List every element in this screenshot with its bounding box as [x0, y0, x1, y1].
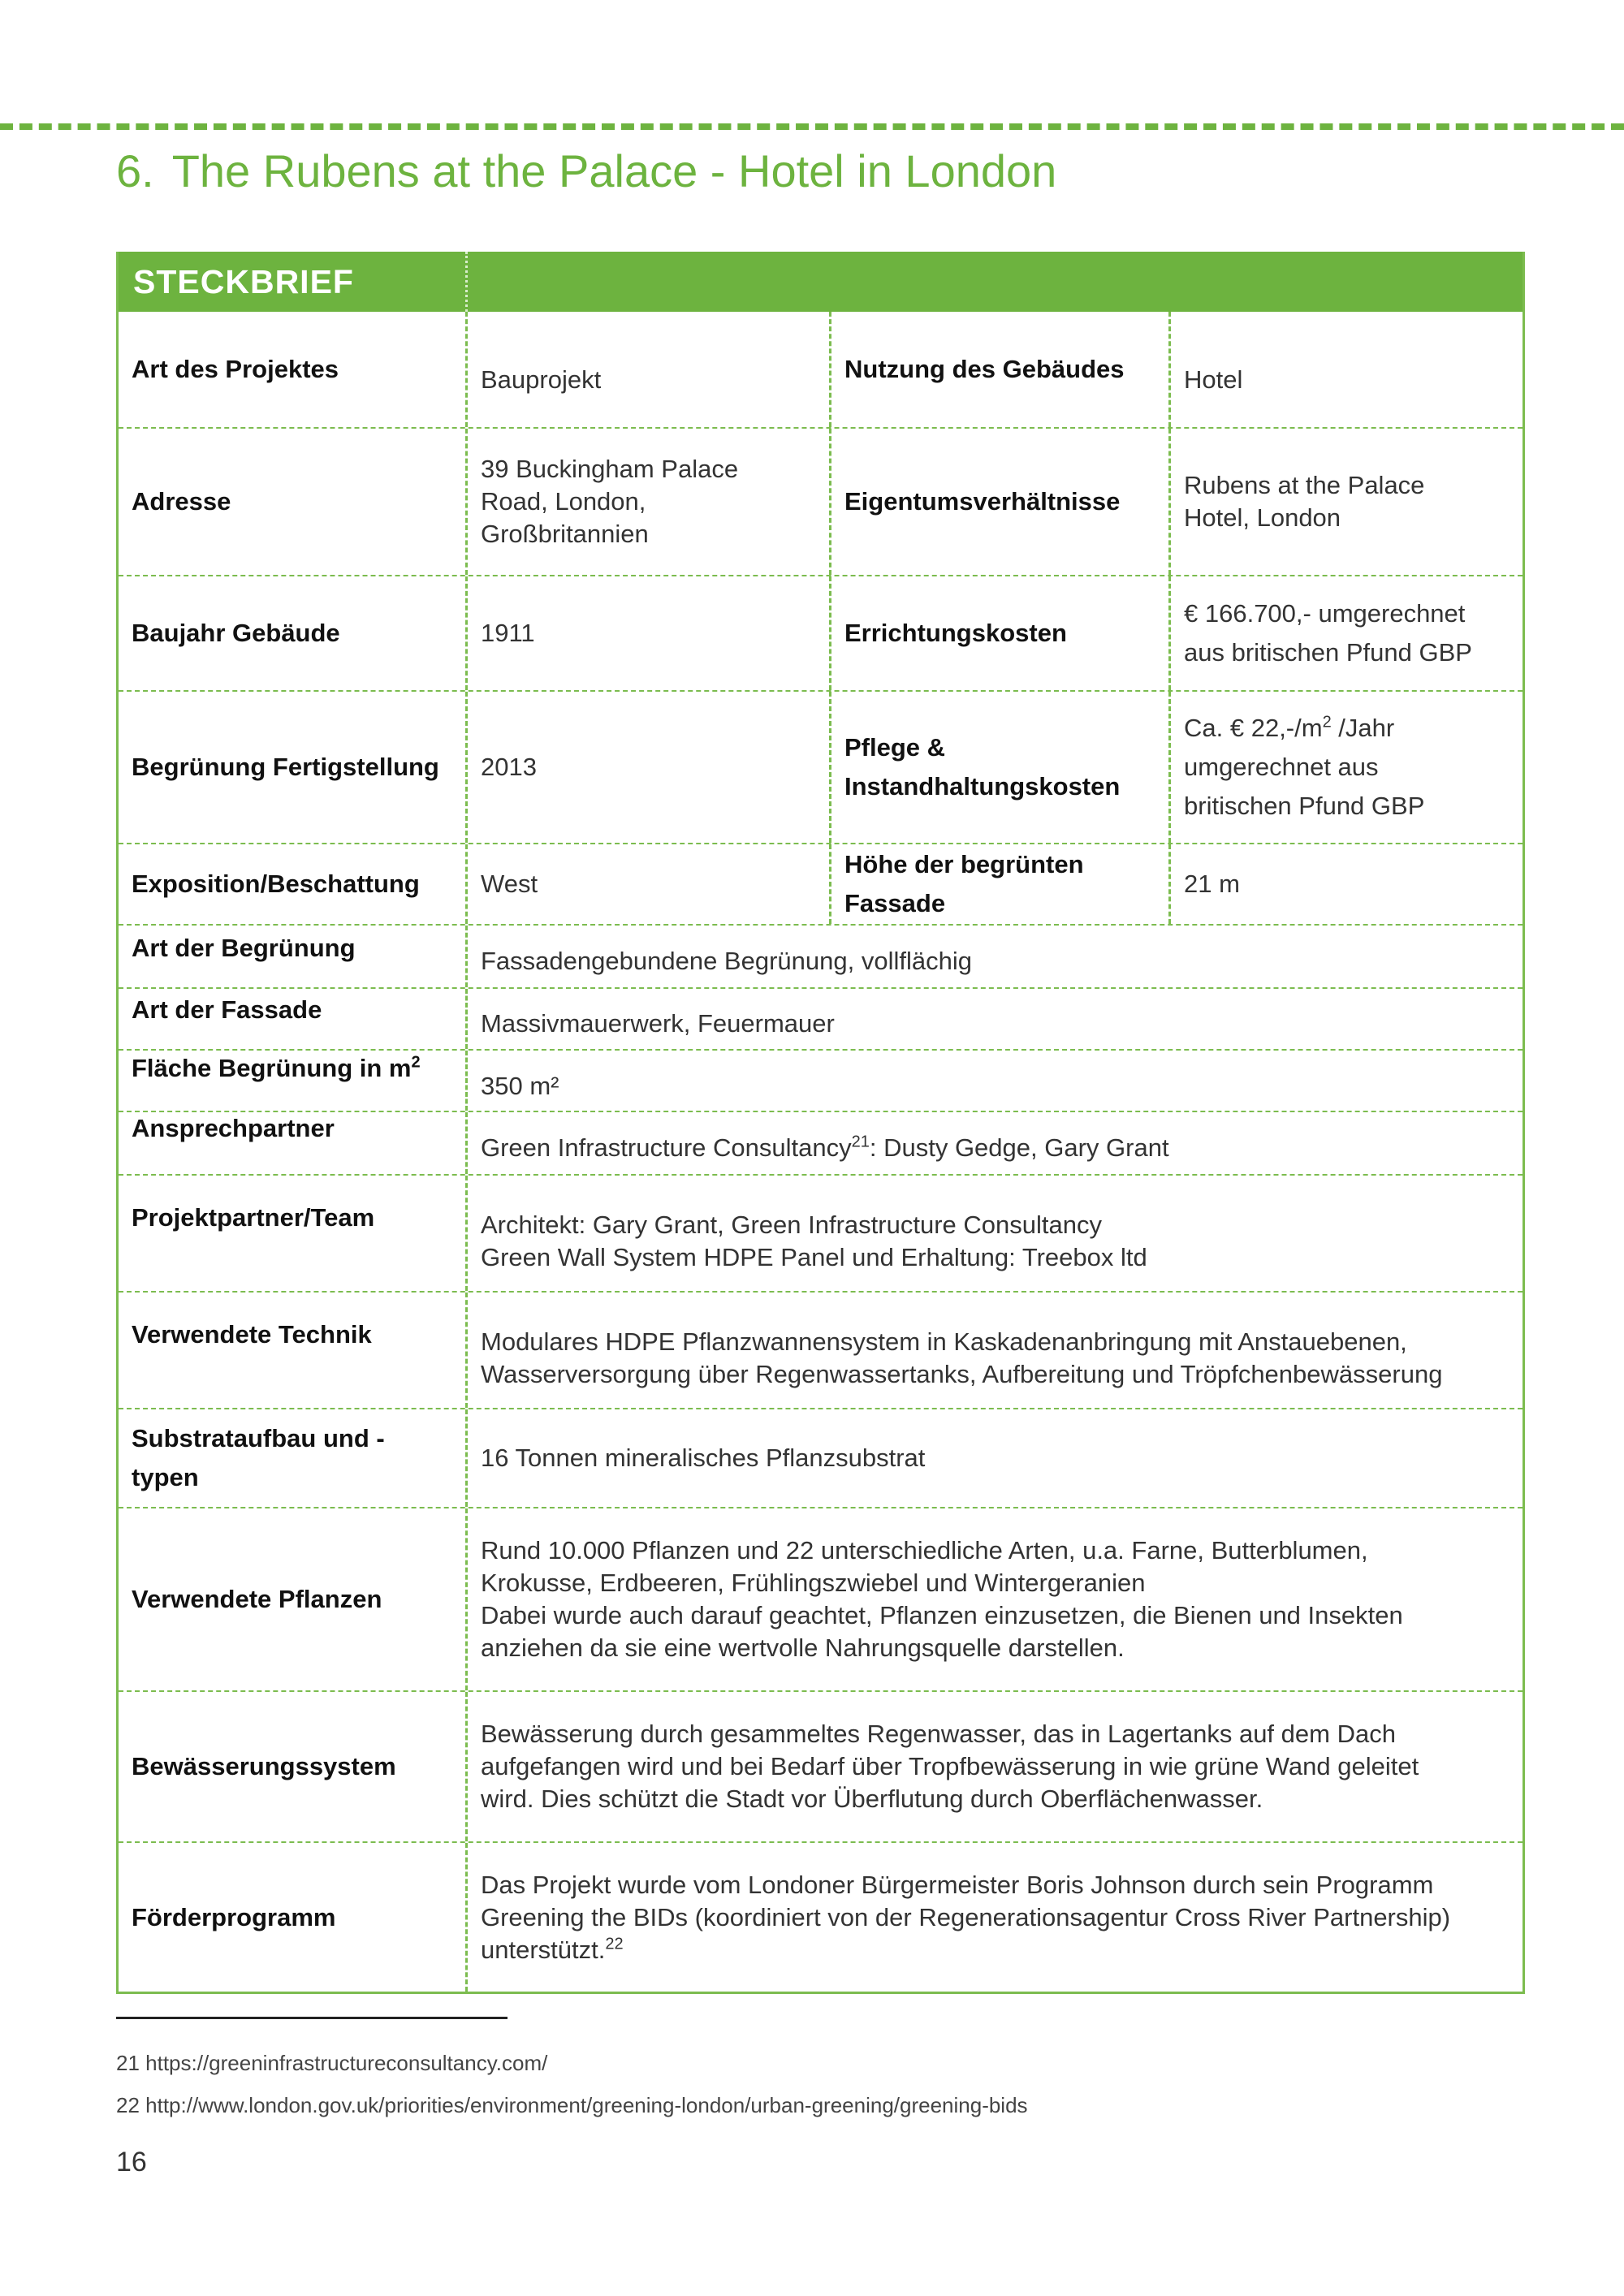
value-line: Architekt: Gary Grant, Green Infrastructure Consultancy: [481, 1211, 1102, 1239]
label-begruenung-fertigstellung: [119, 692, 468, 843]
footnote-ref: 21: [851, 1133, 870, 1151]
value-verwendete-pflanzen: [468, 1508, 1522, 1690]
label-errichtungskosten: [831, 576, 1171, 690]
value-part: unterstützt.: [481, 1935, 606, 1964]
label-verwendete-technik: [119, 1293, 468, 1408]
value-art-der-fassade: [468, 989, 1522, 1049]
footnote-22: 22 http://www.london.gov.uk/priorities/environment/greening-london/urban-greening/greening-bids: [116, 2093, 1028, 2117]
label-text: Errichtungskosten: [844, 619, 1067, 647]
value-nutzung: [1171, 312, 1522, 427]
value-art-der-begruenung: [468, 926, 1522, 987]
page-number: 16: [116, 2147, 147, 2177]
value-text: Hotel: [1184, 365, 1243, 394]
label-bewaesserungssystem: [119, 1692, 468, 1841]
value-line: [481, 1934, 1510, 1966]
value-line: Rund 10.000 Pflanzen und 22 unterschiedliche Arten, u.a. Farne, Butterblumen,: [481, 1536, 1368, 1564]
label-pflege-instandhaltung: [831, 692, 1171, 843]
superscript: 2: [1322, 713, 1332, 732]
value-text: 350 m²: [481, 1072, 559, 1100]
table-row-projektpartner: [119, 1176, 1522, 1293]
value-errichtungskosten: [1171, 576, 1522, 690]
label-ansprechpartner: [119, 1112, 468, 1174]
label-baujahr: [119, 576, 468, 690]
label-art-der-fassade: [119, 989, 468, 1049]
page-title: [116, 145, 1056, 197]
value-line: Greening the BIDs (koordiniert von der Regenerationsagentur Cross River Partnership): [481, 1902, 1451, 1931]
value-text: 1911: [481, 619, 535, 647]
section-number: 6.: [116, 145, 154, 196]
table-row-exposition: [119, 844, 1522, 926]
table-row-ansprechpartner: [119, 1112, 1522, 1176]
label-hoehe-fassade: [831, 844, 1171, 924]
value-text: Bauprojekt: [481, 365, 602, 394]
value-line: Road, London,: [481, 487, 646, 516]
value-part: : Dusty Gedge, Gary Grant: [869, 1133, 1169, 1162]
table-row-art-der-fassade: [119, 989, 1522, 1051]
table-row-art-des-projektes: [119, 312, 1522, 429]
table-row-art-der-begruenung: [119, 926, 1522, 989]
table-row-foerderprogramm: [119, 1843, 1522, 1992]
label-foerderprogramm: [119, 1843, 468, 1992]
value-line: aus britischen Pfund GBP: [1184, 638, 1472, 667]
value-adresse: [468, 429, 831, 575]
steckbrief-table: [116, 252, 1525, 1994]
label-text: Nutzung des Gebäudes: [844, 355, 1125, 383]
value-line: Bewässerung durch gesammeltes Regenwasser, das in Lagertanks auf dem Dach: [481, 1720, 1396, 1748]
value-art-des-projektes: [468, 312, 831, 427]
footnote-21: 21 https://greeninfrastructureconsultancy.com/: [116, 2051, 548, 2075]
value-line: wird. Dies schützt die Stadt vor Überflutung durch Oberflächenwasser.: [481, 1785, 1263, 1813]
label-line: Substrataufbau und -: [132, 1424, 385, 1452]
value-begruenung-fertigstellung: [468, 692, 831, 843]
value-verwendete-technik: [468, 1293, 1522, 1408]
footnote-ref: 22: [605, 1935, 624, 1953]
table-row-baujahr: [119, 576, 1522, 692]
label-text: Bewässerungssystem: [132, 1752, 396, 1780]
label-nutzung: [831, 312, 1171, 427]
value-text: Massivmauerwerk, Feuermauer: [481, 1009, 835, 1038]
label-text: Förderprogramm: [132, 1902, 336, 1931]
value-line: Großbritannien: [481, 520, 649, 548]
table-row-adresse: [119, 429, 1522, 576]
value-text: /Jahr: [1331, 714, 1395, 742]
top-dashed-rule: [0, 123, 1624, 130]
label-text: Art des Projektes: [132, 355, 339, 383]
value-line: € 166.700,- umgerechnet: [1184, 599, 1466, 628]
value-substrataufbau: [468, 1409, 1522, 1507]
value-line: Green Wall System HDPE Panel und Erhaltung: Treebox ltd: [481, 1243, 1147, 1271]
table-row-substrataufbau: [119, 1409, 1522, 1508]
label-text: Art der Fassade: [132, 995, 322, 1024]
superscript: 2: [411, 1053, 421, 1072]
label-adresse: [119, 429, 468, 575]
footnote-divider: [116, 2017, 508, 2019]
value-line: anziehen da sie eine wertvolle Nahrungsquelle darstellen.: [481, 1634, 1125, 1662]
value-flaeche: [468, 1051, 1522, 1111]
value-hoehe-fassade: [1171, 844, 1522, 924]
value-ansprechpartner: [468, 1112, 1522, 1174]
label-line: typen: [132, 1463, 199, 1491]
value-line: Hotel, London: [1184, 503, 1341, 532]
table-row-flaeche: [119, 1051, 1522, 1112]
label-text: Adresse: [132, 487, 231, 516]
value-bewaesserungssystem: [468, 1692, 1522, 1841]
label-eigentumsverhaeltnisse: [831, 429, 1171, 575]
value-line: Wasserversorgung über Regenwassertanks, Aufbereitung und Tröpfchenbewässerung: [481, 1360, 1443, 1388]
value-text: Fassadengebundene Begrünung, vollflächig: [481, 947, 972, 975]
value-line: Rubens at the Palace: [1184, 471, 1425, 499]
value-line: Modulares HDPE Pflanzwannensystem in Kaskadenanbringung mit Anstauebenen,: [481, 1327, 1407, 1356]
steckbrief-header-label: STECKBRIEF: [119, 252, 468, 312]
label-line: Fassade: [844, 889, 946, 917]
label-exposition: [119, 844, 468, 924]
value-line: Dabei wurde auch darauf geachtet, Pflanzen einzusetzen, die Bienen und Insekten: [481, 1601, 1403, 1629]
value-text: 2013: [481, 753, 537, 781]
label-projektpartner: [119, 1176, 468, 1291]
label-text: Baujahr Gebäude: [132, 619, 340, 647]
value-text: [481, 1132, 1510, 1164]
label-text: Ansprechpartner: [132, 1114, 335, 1142]
section-title: The Rubens at the Palace - Hotel in London: [171, 145, 1057, 196]
value-line: [1184, 709, 1510, 748]
table-row-bewaesserungssystem: [119, 1692, 1522, 1843]
label-part: Fläche Begrünung in m: [132, 1054, 412, 1082]
value-line: britischen Pfund GBP: [1184, 792, 1425, 820]
value-line: umgerechnet aus: [1184, 753, 1379, 781]
label-text: [132, 1052, 452, 1085]
value-pflege-instandhaltung: [1171, 692, 1522, 843]
value-line: 39 Buckingham Palace: [481, 455, 739, 483]
label-text: Verwendete Technik: [132, 1320, 372, 1349]
label-text: Eigentumsverhältnisse: [844, 487, 1121, 516]
label-art-der-begruenung: [119, 926, 468, 987]
label-substrataufbau: [119, 1409, 468, 1507]
label-text: Projektpartner/Team: [132, 1203, 375, 1232]
value-part: Green Infrastructure Consultancy: [481, 1133, 852, 1162]
value-line: aufgefangen wird und bei Bedarf über Tropfbewässerung in wie grüne Wand geleitet: [481, 1752, 1419, 1780]
value-baujahr: [468, 576, 831, 690]
label-text: Exposition/Beschattung: [132, 870, 420, 898]
label-flaeche: [119, 1051, 468, 1111]
table-row-begruenung-fertigstellung: [119, 692, 1522, 844]
label-verwendete-pflanzen: [119, 1508, 468, 1690]
value-text: West: [481, 870, 538, 898]
label-text: Begrünung Fertigstellung: [132, 753, 439, 781]
label-line: Pflege &: [844, 733, 946, 762]
table-row-verwendete-technik: [119, 1293, 1522, 1409]
label-text: Verwendete Pflanzen: [132, 1585, 382, 1613]
label-line: Höhe der begrünten: [844, 850, 1084, 878]
value-exposition: [468, 844, 831, 924]
value-eigentumsverhaeltnisse: [1171, 429, 1522, 575]
value-projektpartner: [468, 1176, 1522, 1291]
label-line: Instandhaltungskosten: [844, 772, 1121, 801]
steckbrief-header: [119, 252, 1522, 312]
table-row-verwendete-pflanzen: [119, 1508, 1522, 1692]
value-line: Krokusse, Erdbeeren, Frühlingszwiebel und Wintergeranien: [481, 1569, 1146, 1597]
value-text: 21 m: [1184, 870, 1240, 898]
value-text: Ca. € 22,-/m: [1184, 714, 1323, 742]
value-foerderprogramm: [468, 1843, 1522, 1992]
label-text: Art der Begrünung: [132, 934, 356, 962]
label-art-des-projektes: [119, 312, 468, 427]
value-text: 16 Tonnen mineralisches Pflanzsubstrat: [481, 1444, 926, 1472]
value-line: Das Projekt wurde vom Londoner Bürgermeister Boris Johnson durch sein Programm: [481, 1870, 1434, 1899]
